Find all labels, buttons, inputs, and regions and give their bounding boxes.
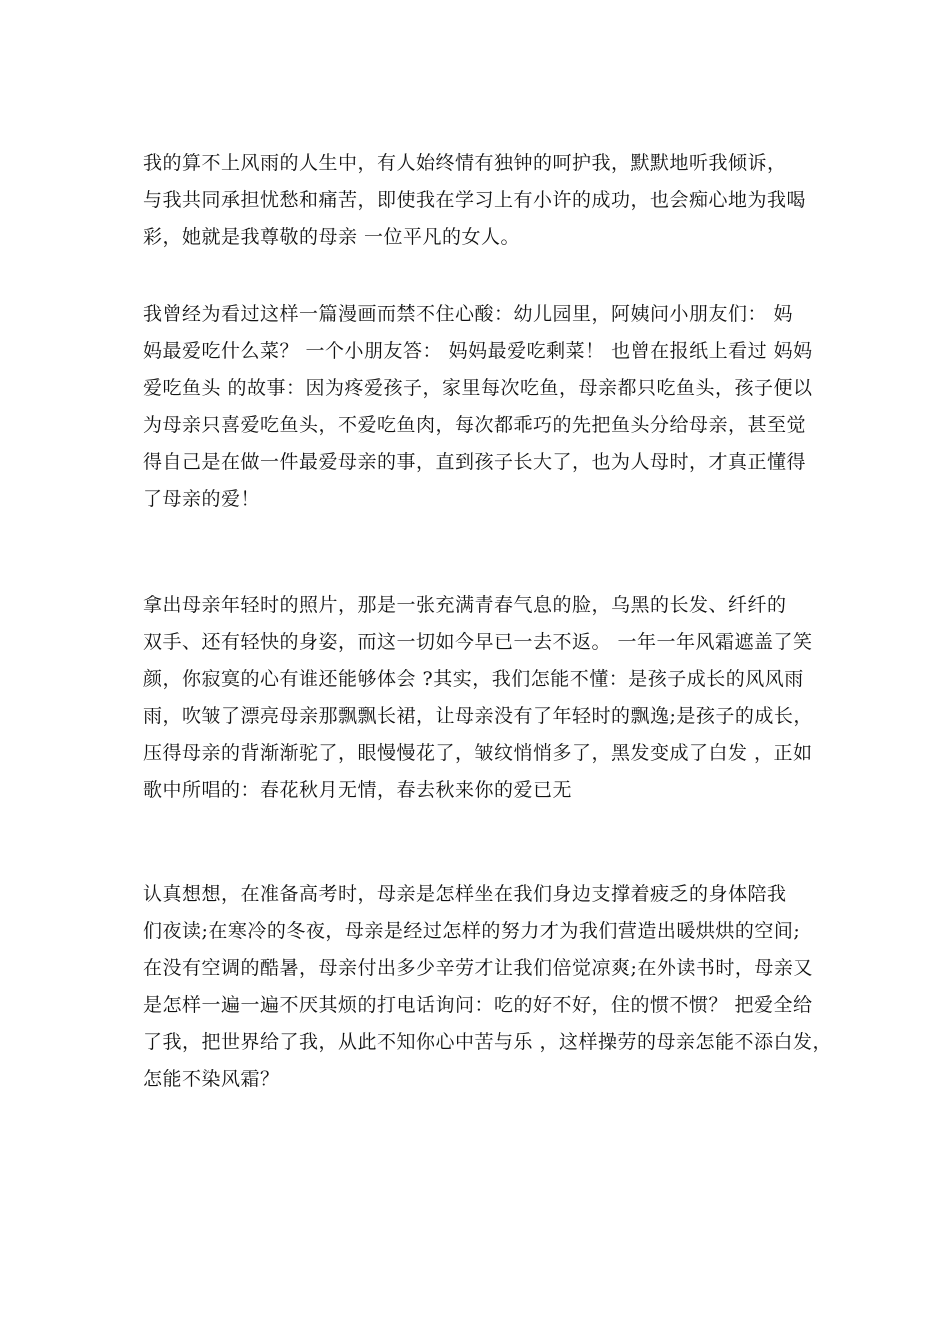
paragraph-4 [143,876,833,1098]
paragraph-line: 颜，你寂寞的心有谁还能够体会 ?其实，我们怎能不懂：是孩子成长的风风雨 [143,668,804,690]
paragraph-line: 怎能不染风霜？ [143,1068,280,1090]
paragraph-line: 彩，她就是我尊敬的母亲 一位平凡的女人。 [143,226,521,248]
paragraph-2 [143,296,823,518]
paragraph-line: 在没有空调的酷暑，母亲付出多少辛劳才让我们倍觉凉爽;在外读书时，母亲又 [143,957,813,979]
paragraph-line: 妈最爱吃什么菜？ 一个小朋友答： 妈妈最爱吃剩菜！ 也曾在报纸上看过 妈妈 [143,340,813,362]
paragraph-line: 得自己是在做一件最爱母亲的事，直到孩子长大了，也为人母时，才真正懂得 [143,451,807,473]
paragraph-line: 与我共同承担忧愁和痛苦，即使我在学习上有小许的成功，也会痴心地为我喝 [143,189,807,211]
paragraph-line: 爱吃鱼头 的故事：因为疼爱孩子，家里每次吃鱼，母亲都只吃鱼头，孩子便以 [143,377,813,399]
paragraph-line: 压得母亲的背渐渐驼了，眼慢慢花了，皱纹悄悄多了，黑发变成了白发 ，正如 [143,742,813,764]
paragraph-1 [143,145,823,256]
paragraph-line: 歌中所唱的：春花秋月无情，春去秋来你的爱已无 [143,779,573,801]
paragraph-line: 拿出母亲年轻时的照片，那是一张充满青春气息的脸，乌黑的长发、纤纤的 [143,594,787,616]
paragraph-line: 为母亲只喜爱吃鱼头，不爱吃鱼肉，每次都乖巧的先把鱼头分给母亲，甚至觉 [143,414,807,436]
paragraph-line: 雨，吹皱了漂亮母亲那飘飘长裙，让母亲没有了年轻时的飘逸;是孩子的成长， [143,705,813,727]
paragraph-line: 是怎样一遍一遍不厌其烦的打电话询问：吃的好不好，住的惯不惯？ 把爱全给 [143,994,813,1016]
paragraph-3 [143,587,823,809]
paragraph-line: 我曾经为看过这样一篇漫画而禁不住心酸：幼儿园里，阿姨问小朋友们： 妈 [143,303,794,325]
paragraph-line: 我的算不上风雨的人生中，有人始终情有独钟的呵护我，默默地听我倾诉， [143,152,787,174]
paragraph-line: 们夜读;在寒冷的冬夜，母亲是经过怎样的努力才为我们营造出暖烘烘的空间; [143,920,801,942]
paragraph-line: 了母亲的爱！ [143,488,261,510]
paragraph-line: 双手、还有轻快的身姿，而这一切如今早已一去不返。 一年一年风霜遮盖了笑 [143,631,813,653]
paragraph-line: 了我，把世界给了我，从此不知你心中苦与乐 ，这样操劳的母亲怎能不添白发， [143,1031,833,1053]
paragraph-line: 认真想想，在准备高考时，母亲是怎样坐在我们身边支撑着疲乏的身体陪我 [143,883,787,905]
